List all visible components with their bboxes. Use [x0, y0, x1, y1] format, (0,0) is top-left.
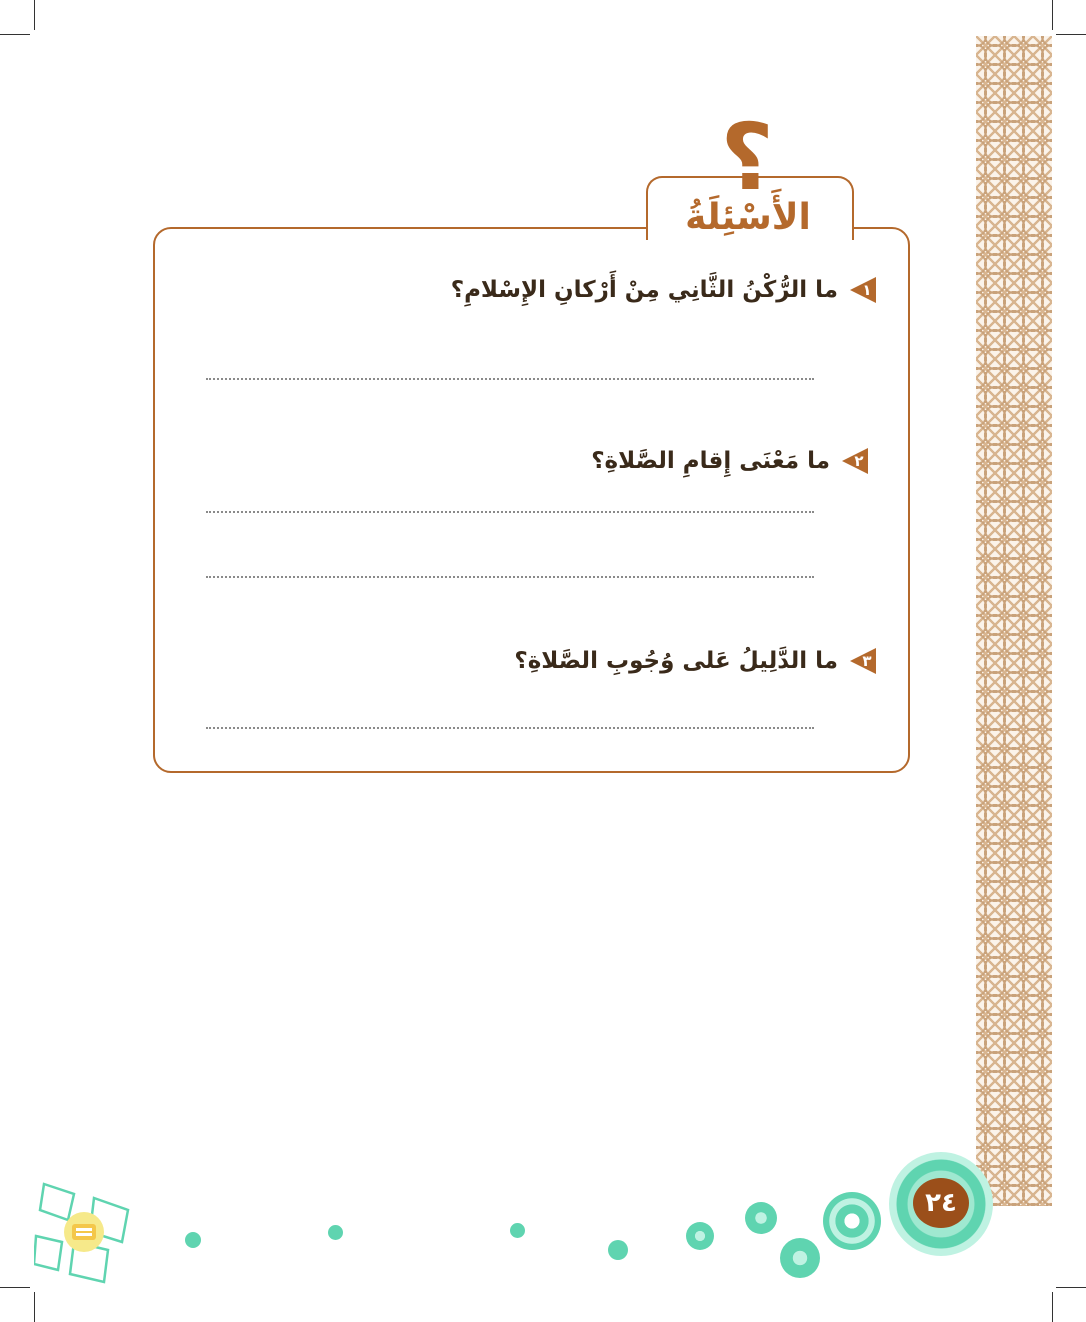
- crop-mark: [1052, 1292, 1053, 1322]
- flower-ornament: [780, 1238, 820, 1278]
- section-title: الأَسْئِلَةُ: [685, 197, 811, 238]
- crop-mark: [34, 0, 35, 30]
- answer-line[interactable]: [206, 511, 814, 513]
- crop-mark: [1056, 1287, 1086, 1288]
- question-marker-icon: [838, 446, 868, 476]
- question-3: [514, 643, 876, 679]
- side-pattern-border: [976, 36, 1052, 1206]
- flower-ornament: [745, 1202, 777, 1234]
- question-number: ١: [862, 281, 872, 299]
- flower-ornament: [510, 1223, 525, 1238]
- crop-mark: [0, 1287, 30, 1288]
- flower-ornament: [185, 1232, 201, 1248]
- question-2: [591, 443, 868, 479]
- question-number: ٣: [862, 652, 872, 670]
- answer-line[interactable]: [206, 576, 814, 578]
- crop-mark: [1056, 34, 1086, 35]
- crop-mark: [0, 34, 30, 35]
- flower-ornament: [823, 1192, 881, 1250]
- question-text: ما الدَّلِيلُ عَلى وُجُوبِ الصَّلاةِ؟: [514, 648, 838, 674]
- questions-frame: [153, 227, 910, 773]
- question-1: [451, 272, 876, 308]
- flower-ornament: [608, 1240, 628, 1260]
- page-number: ٢٤: [913, 1178, 969, 1228]
- question-marker-icon: [846, 646, 876, 676]
- question-mark-icon: ؟: [720, 104, 774, 211]
- answer-line[interactable]: [206, 378, 814, 380]
- question-text: ما مَعْنَى إِقامِ الصَّلاةِ؟: [591, 448, 830, 474]
- flower-ornament: [328, 1225, 343, 1240]
- crop-mark: [1052, 0, 1053, 30]
- question-number: ٢: [854, 452, 864, 470]
- crop-mark: [34, 1292, 35, 1322]
- question-marker-icon: [846, 275, 876, 305]
- question-text: ما الرُّكْنُ الثَّانِي مِنْ أَرْكانِ الإِسْلامِ؟: [450, 277, 838, 303]
- flower-ornament: [686, 1222, 714, 1250]
- answer-line[interactable]: [206, 727, 814, 729]
- corner-logo-ornament: [34, 1180, 134, 1286]
